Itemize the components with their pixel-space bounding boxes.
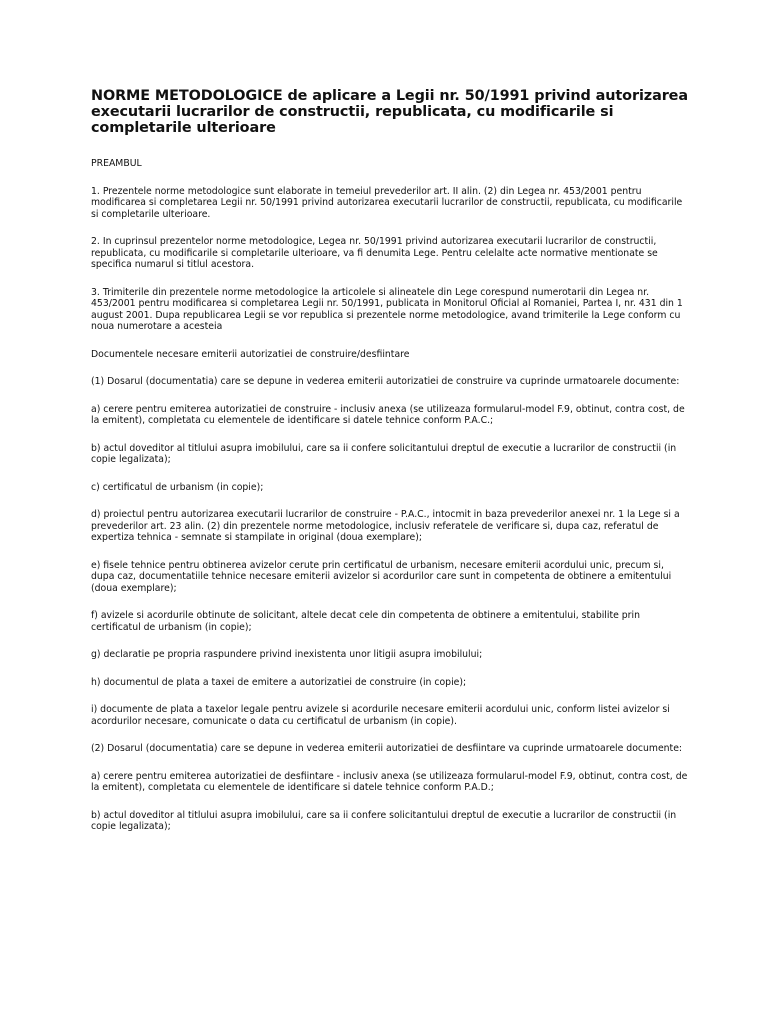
- list-item-a-demolition: a) cerere pentru emiterea autorizatiei de desfiintare - inclusiv anexa (se utilizeaza formularul-model F.9, obtinut, contra cost, de la emitent), completata cu elementele de identificare si datele tehnice conform P.A.D.;: [91, 770, 688, 793]
- preamble-heading: PREAMBUL: [91, 158, 142, 169]
- list-item-i: i) documente de plata a taxelor legale pentru avizele si acordurile necesare emiterii acordului unic, conform listei avizelor si acordurilor necesare, comunicate o data cu certificatul de urbanism (in copie).: [91, 704, 670, 727]
- paragraph-2: 2. In cuprinsul prezentelor norme metodologice, Legea nr. 50/1991 privind autorizarea executarii lucrarilor de constructii, republicata, cu modificarile si completarile ulterioare, va fi denumita Lege. Pentru celelalte acte normative mentionate se specifica numarul si titlul acestora.: [91, 236, 658, 270]
- list-item-b: b) actul doveditor al titlului asupra imobilului, care sa ii confere solicitantului dreptul de executie a lucrarilor de constructii (in copie legalizata);: [91, 442, 677, 465]
- paragraph-1: 1. Prezentele norme metodologice sunt elaborate in temeiul prevederilor art. II alin. (2) din Legea nr. 453/2001 pentru modificarea si completarea Legii nr. 50/1991 privind autorizarea executarii lucrarilor de constructii, republicata, cu modificarile si completarile ulterioare.: [91, 185, 683, 220]
- paragraph-3: 3. Trimiterile din prezentele norme metodologice la articolele si alineatele din Lege corespund numerotarii din Legea nr. 453/2001 pentru modificarea si completarea Legii nr. 50/1991, publicata in Monitorul Oficial al Romaniei, Partea I, nr. 431 din 1 august 2001. Dupa republicarea Legii se vor republica si prezentele norme metodologice, avand trimiterile la Lege conform cu noua numerotare a acesteia: [91, 286, 683, 332]
- list-item-e: e) fisele tehnice pentru obtinerea avizelor cerute prin certificatul de urbanism, necesare emiterii acordului unic, precum si, dupa caz, documentatiile tehnice necesare emiterii avizelor si acordurilor care sunt in competenta de obtinere a emitentului (doua exemplare);: [91, 559, 672, 594]
- document-title: NORME METODOLOGICE de aplicare a Legii nr. 50/1991 privind autorizarea executarii lucrarilor de constructii, republicata, cu modificarile si completarile ulterioare: [91, 88, 688, 136]
- list-item-c: c) certificatul de urbanism (in copie);: [91, 481, 264, 493]
- list-item-g: g) declaratie pe propria raspundere privind inexistenta unor litigii asupra imobilului;: [91, 649, 483, 660]
- list-item-b-demolition: b) actul doveditor al titlului asupra imobilului, care sa ii confere solicitantului dreptul de executie a lucrarilor de constructii (in copie legalizata);: [91, 809, 677, 832]
- list-item-f: f) avizele si acordurile obtinute de solicitant, altele decat cele din competenta de obtinere a emitentului, stabilite prin certificatul de urbanism (in copie);: [91, 610, 640, 633]
- list-item-h: h) documentul de plata a taxei de emitere a autorizatiei de construire (in copie);: [91, 676, 467, 688]
- list-item-d: d) proiectul pentru autorizarea executarii lucrarilor de construire - P.A.C., intocmit in baza prevederilor anexei nr. 1 la Lege si a prevederilor art. 23 alin. (2) din prezentele norme metodologice, inclusiv referatele de verificare si, dupa caz, referatul de expertiza tehnica - semnate si stampilate in original (doua exemplare);: [91, 509, 680, 543]
- section-heading-documents: Documentele necesare emiterii autorizatiei de construire/desfiintare: [91, 348, 410, 360]
- paragraph-demolition-dossier: (2) Dosarul (documentatia) care se depune in vederea emiterii autorizatiei de desfiintare va cuprinde urmatoarele documente:: [91, 743, 683, 754]
- paragraph-construction-dossier: (1) Dosarul (documentatia) care se depune in vederea emiterii autorizatiei de construire va cuprinde urmatoarele documente:: [91, 376, 680, 387]
- list-item-a: a) cerere pentru emiterea autorizatiei de construire - inclusiv anexa (se utilizeaza formularul-model F.9, obtinut, contra cost, de la emitent), completata cu elementele de identificare si datele tehnice conform P.A.C.;: [91, 403, 685, 426]
